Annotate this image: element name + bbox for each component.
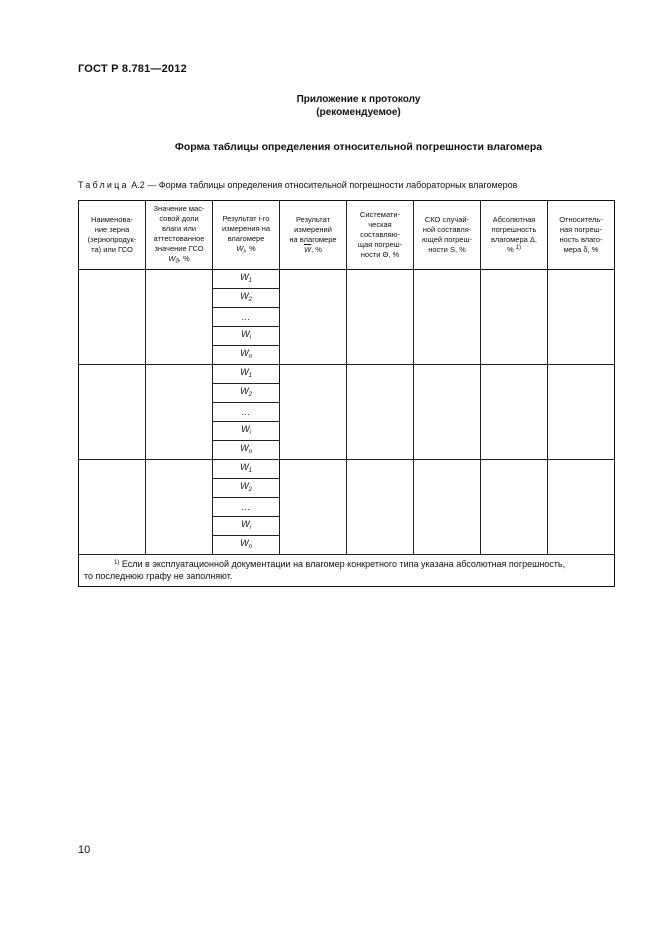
footnote-line-1: Если в эксплуатационной документации на влагомер конкретного типа указана абсолютная погрешность, [121,559,566,569]
header-systematic-error: Системати- ческая составляю- щая погреш- ности Θ, % [347,201,414,270]
appendix-title: Приложение к протоколу [296,94,421,105]
table-row [79,365,615,384]
cell-mean [280,270,347,365]
footnote-line-2: то последнюю графу не заполняют. [84,571,233,581]
table-footnote [79,555,615,587]
cell-measurement-ellipsis: … [213,498,280,517]
table-row [79,460,615,479]
cell-measurement-wn: $W_n$ [213,346,280,365]
table-caption [78,180,517,190]
cell-systematic [347,460,414,555]
form-title: Форма таблицы определения относительной погрешности влагомера [174,141,543,153]
cell-measurement-w2: $W_2$ [213,479,280,498]
cell-relative [548,460,615,555]
header-mean-measurement: Результат измерений на влагомере $\overline{W}$, % [280,201,347,270]
header-absolute-error: Абсолютная погрешность влагомера Δ, % $^{1)}$ [481,201,548,270]
cell-reference-value [146,365,213,460]
table-row [79,270,615,289]
cell-grain-name [79,460,146,555]
document-code: ГОСТ Р 8.781—2012 [78,63,187,75]
cell-random [414,270,481,365]
cell-random [414,460,481,555]
cell-relative [548,365,615,460]
cell-measurement-wi: $W_i$ [213,517,280,536]
cell-measurement-wn: $W_n$ [213,441,280,460]
footnote-row [79,555,615,587]
cell-systematic [347,365,414,460]
header-reference-value: Значение мас- совой доли влаги или аттестованное значение ГСО $W_д$, % [146,201,213,270]
cell-relative [548,270,615,365]
cell-systematic [347,270,414,365]
table-caption-label: Таблица [78,180,129,190]
header-ith-measurement: Результат i-го измерения на влагомере $W_i$, % [213,201,280,270]
cell-measurement-wi: $W_i$ [213,327,280,346]
header-grain-name: Наименова- ние зерна (зернопродук- та) или ГСО [79,201,146,270]
table-header-row [79,201,615,270]
cell-absolute [481,365,548,460]
header-relative-error: Относитель- ная погреш- ность влаго- мера δ, % [548,201,615,270]
footnote-mark: 1) [114,560,120,566]
cell-measurement-w2: $W_2$ [213,384,280,403]
cell-measurement-ellipsis: … [213,403,280,422]
cell-measurement-w2: $W_2$ [213,289,280,308]
appendix-heading [28,93,661,119]
cell-measurement-w1: $W_1$ [213,270,280,289]
moisture-meter-table [78,200,615,587]
cell-measurement-wi: $W_i$ [213,422,280,441]
cell-mean [280,365,347,460]
cell-measurement-ellipsis: … [213,308,280,327]
page-number: 10 [78,844,91,856]
cell-random [414,365,481,460]
cell-reference-value [146,270,213,365]
cell-measurement-wn: $W_n$ [213,536,280,555]
cell-absolute [481,270,548,365]
cell-grain-name [79,270,146,365]
cell-measurement-w1: $W_1$ [213,460,280,479]
cell-measurement-w1: $W_1$ [213,365,280,384]
cell-mean [280,460,347,555]
cell-grain-name [79,365,146,460]
cell-absolute [481,460,548,555]
appendix-status: (рекомендуемое) [316,107,401,118]
header-random-error: СКО случай- ной составля- ющей погреш- ности S, % [414,201,481,270]
cell-reference-value [146,460,213,555]
table-caption-text: А.2 — Форма таблицы определения относительной погрешности лабораторных влагомеров [131,180,518,190]
